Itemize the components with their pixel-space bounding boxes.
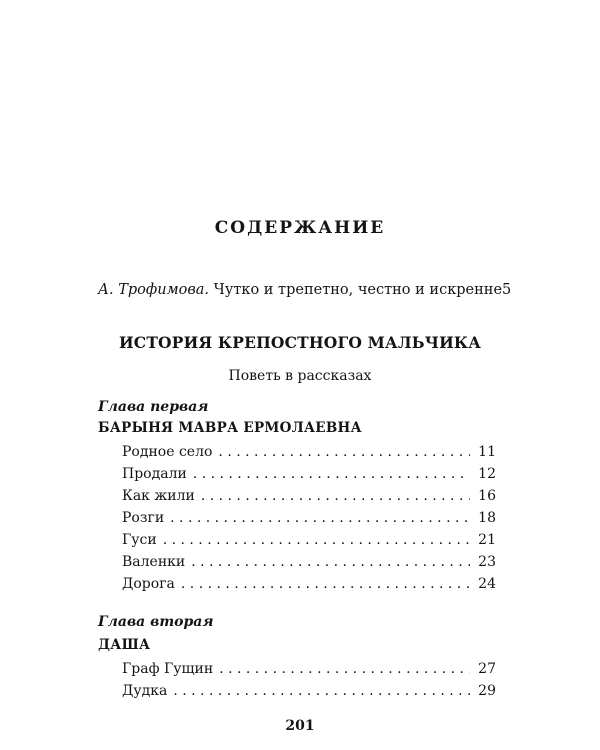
toc-entry-page: 23 [478,554,496,570]
intro-page: 5 [502,282,512,298]
toc-entry-page: 16 [478,488,496,504]
toc-entry-page: 12 [478,466,496,482]
page-number: 201 [285,718,315,734]
toc-entry-title: Продали [122,466,187,482]
toc-entry-page: 24 [478,576,496,592]
toc-entry [122,466,496,488]
dot-leader [181,576,470,592]
toc-entry [122,683,496,705]
toc-entry [122,661,496,683]
dot-leader [219,661,470,677]
toc-entry-title: Граф Гущин [122,661,214,677]
chapter-name: ДАША [98,637,151,653]
toc-entry [122,444,496,466]
dot-leader [163,532,470,548]
chapter-name: БАРЫНЯ МАВРА ЕРМОЛАЕВНА [98,420,362,436]
toc-entry-title: Розги [122,510,165,526]
dot-leader [193,466,470,482]
dot-leader [170,510,470,526]
toc-entry-title: Дорога [122,576,175,592]
work-title: ИСТОРИЯ КРЕПОСТНОГО МАЛЬЧИКА [118,333,482,352]
chapter-label: Глава вторая [98,614,214,630]
intro-title: Чутко и трепетно, честно и искренне [213,282,503,298]
chapter-label: Глава первая [98,399,209,415]
intro-entry [98,282,512,298]
toc-entry-page: 18 [478,510,496,526]
toc-entry [122,488,496,510]
toc-entry-page: 21 [478,532,496,548]
intro-entry-text [98,282,502,298]
toc-entry [122,554,496,576]
toc-list [122,661,496,705]
toc-entry-page: 27 [478,661,496,677]
toc-entry-page: 11 [478,444,496,460]
toc-entry-title: Родное село [122,444,213,460]
dot-leader [218,444,470,460]
toc-entry-title: Гуси [122,532,157,548]
page-title: СОДЕРЖАНИЕ [214,218,386,238]
toc-entry-title: Валенки [122,554,186,570]
toc-list [122,444,496,598]
dot-leader [173,683,470,699]
intro-author: А. Трофимова. [98,282,210,298]
toc-entry [122,532,496,554]
toc-entry-title: Как жили [122,488,195,504]
work-subtitle: Поветь в рассказах [228,368,372,384]
toc-entry-page: 29 [478,683,496,699]
toc-entry [122,576,496,598]
dot-leader [191,554,470,570]
dot-leader [201,488,470,504]
toc-entry-title: Дудка [122,683,168,699]
toc-entry [122,510,496,532]
